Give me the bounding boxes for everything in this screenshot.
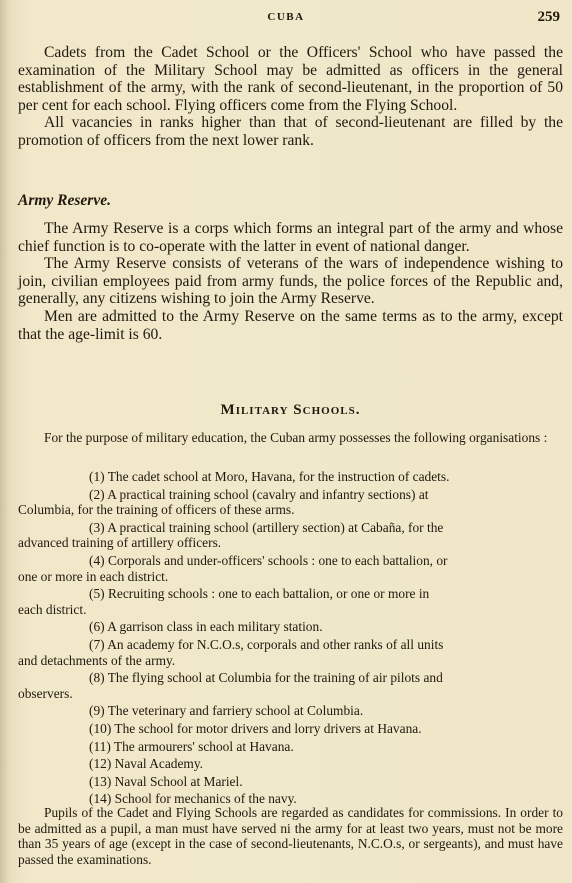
list-item-first-line: (14) School for mechanics of the navy. [89,791,297,807]
list-item [18,756,563,772]
list-item-continuation: advanced training of artillery officers. [18,535,222,551]
list-item [18,670,563,701]
list-item [18,721,563,737]
army-reserve-paragraph-3: Men are admitted to the Army Reserve on the same terms as to the army, except that the age-limit is 60. [18,307,563,343]
list-item-continuation: one or more in each district. [18,568,169,584]
schools-list [18,469,563,807]
list-item-first-line: (9) The veterinary and farriery school at Columbia. [89,703,364,719]
running-head: CUBA [267,11,305,23]
list-item-first-line: (12) Naval Academy. [89,756,204,772]
list-item [18,619,563,635]
army-reserve-paragraph-2: The Army Reserve consists of veterans of the wars of independence wishing to join, civilian employees paid from army funds, the police forces of the Republic and, generally, any citizens wishing to join the Army Reserve. [18,255,563,308]
list-item-first-line: (13) Naval School at Mariel. [89,773,243,789]
list-item [18,774,563,790]
intro-section [18,44,563,150]
closing-paragraph: Pupils of the Cadet and Flying Schools are regarded as candidates for commissions. In order to be admitted as a pupil, a man must have served ni the army for at least two years, must not be more than 35 years of age (except in the case of second-lieutenants, N.C.O.s, or sergeants), and must have passed the examinations. [18,805,563,867]
list-item-first-line: (5) Recruiting schools : one to each battalion, or one or more in [89,586,430,602]
list-item-first-line: (11) The armourers' school at Havana. [89,738,294,754]
list-item-first-line: (1) The cadet school at Moro, Havana, for the instruction of cadets. [89,469,450,484]
list-item [18,520,563,551]
page-header [0,9,572,29]
army-reserve-heading: Army Reserve. [18,192,111,209]
military-schools-heading: Military Schools. [220,402,361,418]
military-schools-intro-block [18,430,563,446]
closing-section [18,805,563,867]
list-item-continuation: each district. [18,601,87,617]
page-number: 259 [537,9,560,25]
list-item [18,553,563,584]
intro-paragraph-1: Cadets from the Cadet School or the Officers' School who have passed the examination of the Military School may be admitted as officers in the general establishment of the army, with the rank of second-lieutenant, in the proportion of 50 per cent for each school. Flying officers come from the Flying School. [18,44,563,114]
list-item-first-line: (3) A practical training school (artillery section) at Cabaña, for the [89,519,444,535]
army-reserve-section [18,220,563,343]
list-item [18,586,563,617]
army-reserve-paragraph-1: The Army Reserve is a corps which forms an integral part of the army and whose chief function is to co-operate with the latter in event of national danger. [18,220,563,255]
list-item-first-line: (6) A garrison class in each military station. [89,619,323,635]
list-item-first-line: (8) The flying school at Columbia for the training of air pilots and [89,670,443,686]
list-item-first-line: (4) Corporals and under-officers' schools : one to each battalion, or [89,552,448,568]
list-item [18,703,563,719]
list-item [18,469,563,485]
military-schools-heading-block [18,402,563,419]
list-item [18,739,563,755]
list-item-first-line: (2) A practical training school (cavalry and infantry sections) at [89,486,429,502]
list-item [18,637,563,668]
army-reserve-heading-block [18,192,563,210]
list-item [18,487,563,518]
list-item-continuation: observers. [18,685,73,701]
military-schools-intro: For the purpose of military education, the Cuban army possesses the following organisations : [44,430,548,445]
list-item-first-line: (7) An academy for N.C.O.s, corporals and other ranks of all units [89,636,444,652]
list-item-first-line: (10) The school for motor drivers and lorry drivers at Havana. [89,720,422,736]
list-item-continuation: Columbia, for the training of officers of these arms. [18,502,295,518]
list-item-continuation: and detachments of the army. [18,652,176,668]
intro-paragraph-2: All vacancies in ranks higher than that of second-lieutenant are filled by the promotion of officers from the next lower rank. [18,114,563,149]
